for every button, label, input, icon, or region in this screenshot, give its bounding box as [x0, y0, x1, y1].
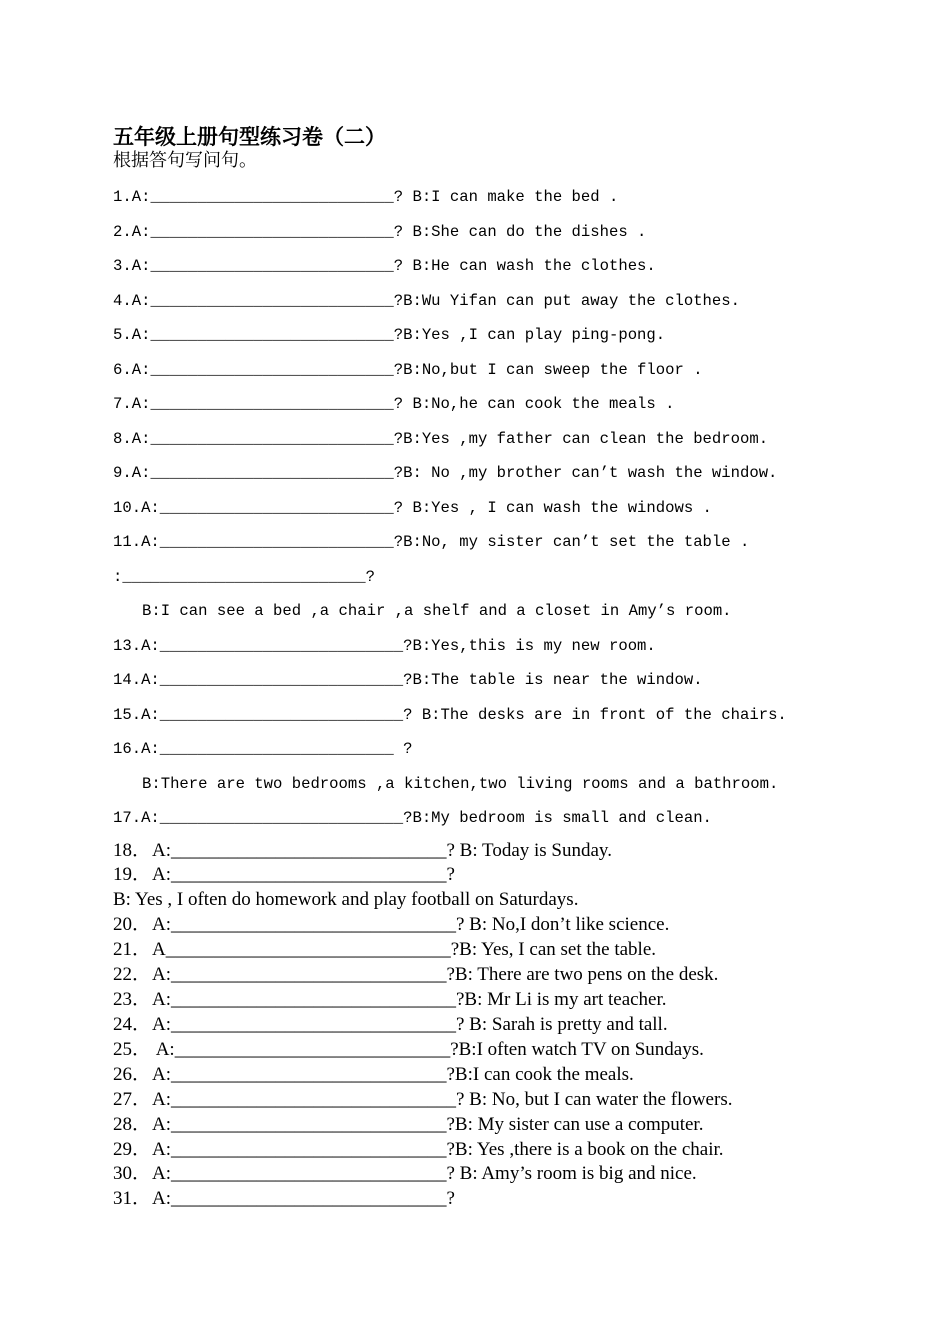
answer-blank: __________________________	[122, 567, 366, 586]
answer-blank: __________________________	[150, 291, 394, 310]
question-row-30	[113, 1162, 732, 1187]
question-row-18	[113, 839, 732, 864]
question-prompt: A:	[152, 1163, 171, 1185]
answer-blank: __________________________	[159, 636, 404, 655]
question-row-8	[113, 422, 787, 457]
question-prompt: A:	[152, 1013, 171, 1035]
question-row-13	[113, 629, 787, 664]
question-label: 10.A:	[113, 498, 160, 517]
answer-text: ? B:Yes , I can wash the windows .	[393, 498, 712, 517]
question-row-19	[113, 863, 732, 913]
answer-text: ?B:My bedroom is small and clean.	[403, 809, 712, 827]
question-label: 2.A:	[113, 222, 151, 241]
answer-blank: __________________________	[150, 464, 394, 482]
answer-text: ?B: There are two pens on the desk.	[446, 964, 719, 986]
question-label: 1.A:	[113, 188, 151, 206]
question-number: 28．	[113, 1113, 152, 1135]
question-prompt: A:	[152, 864, 171, 886]
answer-blank: __________________________	[150, 257, 394, 275]
question-number: 18．	[113, 839, 152, 861]
section-questions-1-17	[113, 180, 787, 836]
question-number: 26．	[113, 1063, 152, 1085]
question-row-14	[113, 663, 787, 698]
answer-text: ? B: Today is Sunday.	[446, 839, 612, 861]
question-row-17	[113, 801, 787, 836]
question-label: 6.A:	[113, 360, 151, 379]
question-row-7	[113, 387, 787, 422]
question-row-9	[113, 456, 787, 491]
question-label: 8.A:	[113, 429, 151, 448]
question-row-25	[113, 1038, 732, 1063]
question-label: 16.A:	[113, 740, 160, 758]
answer-text: ?	[365, 567, 376, 586]
question-row-1	[113, 180, 787, 215]
question-prompt: A:	[152, 989, 171, 1011]
answer-text: ?	[446, 1188, 455, 1210]
answer-blank: ______________________________	[165, 939, 451, 961]
question-row-12	[113, 560, 787, 629]
question-number: 31．	[113, 1188, 152, 1210]
question-number: 22．	[113, 964, 152, 986]
answer-text: ?B:I often watch TV on Sundays.	[450, 1038, 704, 1060]
question-row-23	[113, 988, 732, 1013]
answer-blank: __________________________	[150, 188, 394, 206]
question-number: 21．	[113, 939, 152, 961]
answer-text: ?B:Wu Yifan can put away the clothes.	[393, 291, 740, 310]
question-prompt: A:	[152, 964, 171, 986]
answer-text: ?B:I can cook the meals.	[446, 1063, 634, 1085]
question-row-11	[113, 525, 787, 560]
answer-text: ?B:No,but I can sweep the floor .	[393, 360, 703, 379]
answer-text: ?	[393, 740, 413, 758]
question-number: 27．	[113, 1088, 152, 1110]
question-row-15	[113, 698, 787, 733]
instruction-text: 根据答句写问句。	[113, 150, 257, 171]
question-label: 4.A:	[113, 291, 151, 310]
question-row-16	[113, 732, 787, 801]
answer-blank: ______________________________	[171, 1013, 456, 1035]
question-row-28	[113, 1113, 732, 1138]
answer-blank: __________________________	[150, 360, 394, 379]
question-label: 11.A:	[113, 533, 160, 551]
answer-blank: _________________________	[159, 740, 394, 758]
question-number: 29．	[113, 1138, 152, 1160]
answer-text: ?	[446, 864, 455, 886]
question-row-2	[113, 215, 787, 250]
answer-continuation: B: Yes , I often do homework and play football on Saturdays.	[113, 889, 579, 911]
question-label: 9.A:	[113, 464, 151, 482]
question-row-27	[113, 1088, 732, 1113]
answer-blank: __________________________	[150, 429, 394, 448]
question-label: 7.A:	[113, 395, 151, 413]
answer-text: ? B:She can do the dishes .	[393, 222, 647, 241]
question-prompt: A	[152, 939, 166, 961]
answer-text: ?B:Yes,this is my new room.	[403, 636, 656, 655]
answer-text: ? B:He can wash the clothes.	[393, 257, 656, 275]
answer-blank: __________________________	[150, 222, 394, 241]
answer-blank: _____________________________	[174, 1038, 451, 1060]
answer-blank: _____________________________	[171, 1063, 447, 1085]
answer-blank: _____________________________	[171, 1138, 447, 1160]
question-row-6	[113, 353, 787, 388]
question-prompt: A:	[152, 1063, 171, 1085]
question-prompt: A:	[152, 914, 171, 936]
question-row-29	[113, 1138, 732, 1163]
answer-text: ?B:The table is near the window.	[403, 671, 703, 689]
question-prompt: A:	[152, 1038, 175, 1060]
answer-text: ? B:The desks are in front of the chairs.	[403, 705, 787, 724]
answer-blank: _____________________________	[171, 839, 447, 861]
answer-continuation: B:There are two bedrooms ,a kitchen,two living rooms and a bathroom.	[142, 774, 779, 793]
answer-blank: _____________________________	[171, 1188, 447, 1210]
question-label: 5.A:	[113, 326, 151, 344]
answer-text: ?B: Mr Li is my art teacher.	[456, 989, 667, 1011]
answer-blank: _____________________________	[171, 1163, 447, 1185]
answer-blank: ______________________________	[171, 914, 456, 936]
question-row-5	[113, 318, 787, 353]
question-label: 14.A:	[113, 671, 160, 689]
answer-blank: __________________________	[159, 809, 404, 827]
answer-text: ? B: Sarah is pretty and tall.	[456, 1013, 668, 1035]
question-line	[113, 560, 787, 595]
question-label: 13.A:	[113, 636, 160, 655]
question-number: 24．	[113, 1013, 152, 1035]
question-number: 19．	[113, 864, 152, 886]
question-prompt: A:	[152, 1188, 171, 1210]
answer-blank: __________________________	[150, 395, 394, 413]
answer-blank: __________________________	[159, 705, 404, 724]
answer-text: ?B:Yes ,I can play ping-pong.	[393, 326, 666, 344]
question-label: 15.A:	[113, 705, 160, 724]
answer-blank: ______________________________	[171, 1088, 456, 1110]
answer-text: ?B: No ,my brother can’t wash the window.	[393, 464, 778, 482]
question-number: 23．	[113, 989, 152, 1011]
question-label: 17.A:	[113, 809, 160, 827]
question-label: :	[113, 567, 123, 586]
question-number: 25．	[113, 1038, 152, 1060]
question-row-4	[113, 284, 787, 319]
answer-text: ? B:I can make the bed .	[393, 188, 619, 206]
answer-text: ?B:Yes ,my father can clean the bedroom.	[393, 429, 769, 448]
question-row-22	[113, 963, 732, 988]
question-row-3	[113, 249, 787, 284]
question-prompt: A:	[152, 1113, 171, 1135]
question-prompt: A:	[152, 1138, 171, 1160]
answer-blank: _____________________________	[171, 864, 447, 886]
answer-blank: _____________________________	[171, 964, 447, 986]
answer-blank: __________________________	[159, 671, 404, 689]
question-prompt: A:	[152, 1088, 171, 1110]
answer-text: ? B: No, but I can water the flowers.	[456, 1088, 733, 1110]
question-row-31	[113, 1187, 732, 1212]
answer-blank: ______________________________	[171, 989, 456, 1011]
question-row-21	[113, 938, 732, 963]
answer-blank: _________________________	[159, 498, 394, 517]
question-row-24	[113, 1013, 732, 1038]
question-line	[113, 863, 732, 888]
question-prompt: A:	[152, 839, 171, 861]
answer-text: ? B:No,he can cook the meals .	[393, 395, 675, 413]
answer-blank: __________________________	[150, 326, 394, 344]
question-row-10	[113, 491, 787, 526]
answer-text: ? B: Amy’s room is big and nice.	[446, 1163, 697, 1185]
question-row-20	[113, 913, 732, 938]
question-label: 3.A:	[113, 257, 151, 275]
answer-text: ? B: No,I don’t like science.	[456, 914, 670, 936]
answer-blank: _________________________	[159, 533, 394, 551]
question-line	[113, 732, 787, 767]
answer-blank: _____________________________	[171, 1113, 447, 1135]
question-row-26	[113, 1063, 732, 1088]
answer-text: ?B: My sister can use a computer.	[446, 1113, 704, 1135]
answer-text: ?B:No, my sister can’t set the table .	[393, 533, 750, 551]
worksheet-title: 五年级上册句型练习卷（二）	[113, 125, 386, 149]
question-number: 20．	[113, 914, 152, 936]
question-number: 30．	[113, 1163, 152, 1185]
answer-continuation: B:I can see a bed ,a chair ,a shelf and a closet in Amy’s room.	[142, 602, 732, 620]
answer-text: ?B: Yes ,there is a book on the chair.	[446, 1138, 724, 1160]
answer-text: ?B: Yes, I can set the table.	[450, 939, 656, 961]
section-questions-18-31	[113, 839, 732, 1213]
